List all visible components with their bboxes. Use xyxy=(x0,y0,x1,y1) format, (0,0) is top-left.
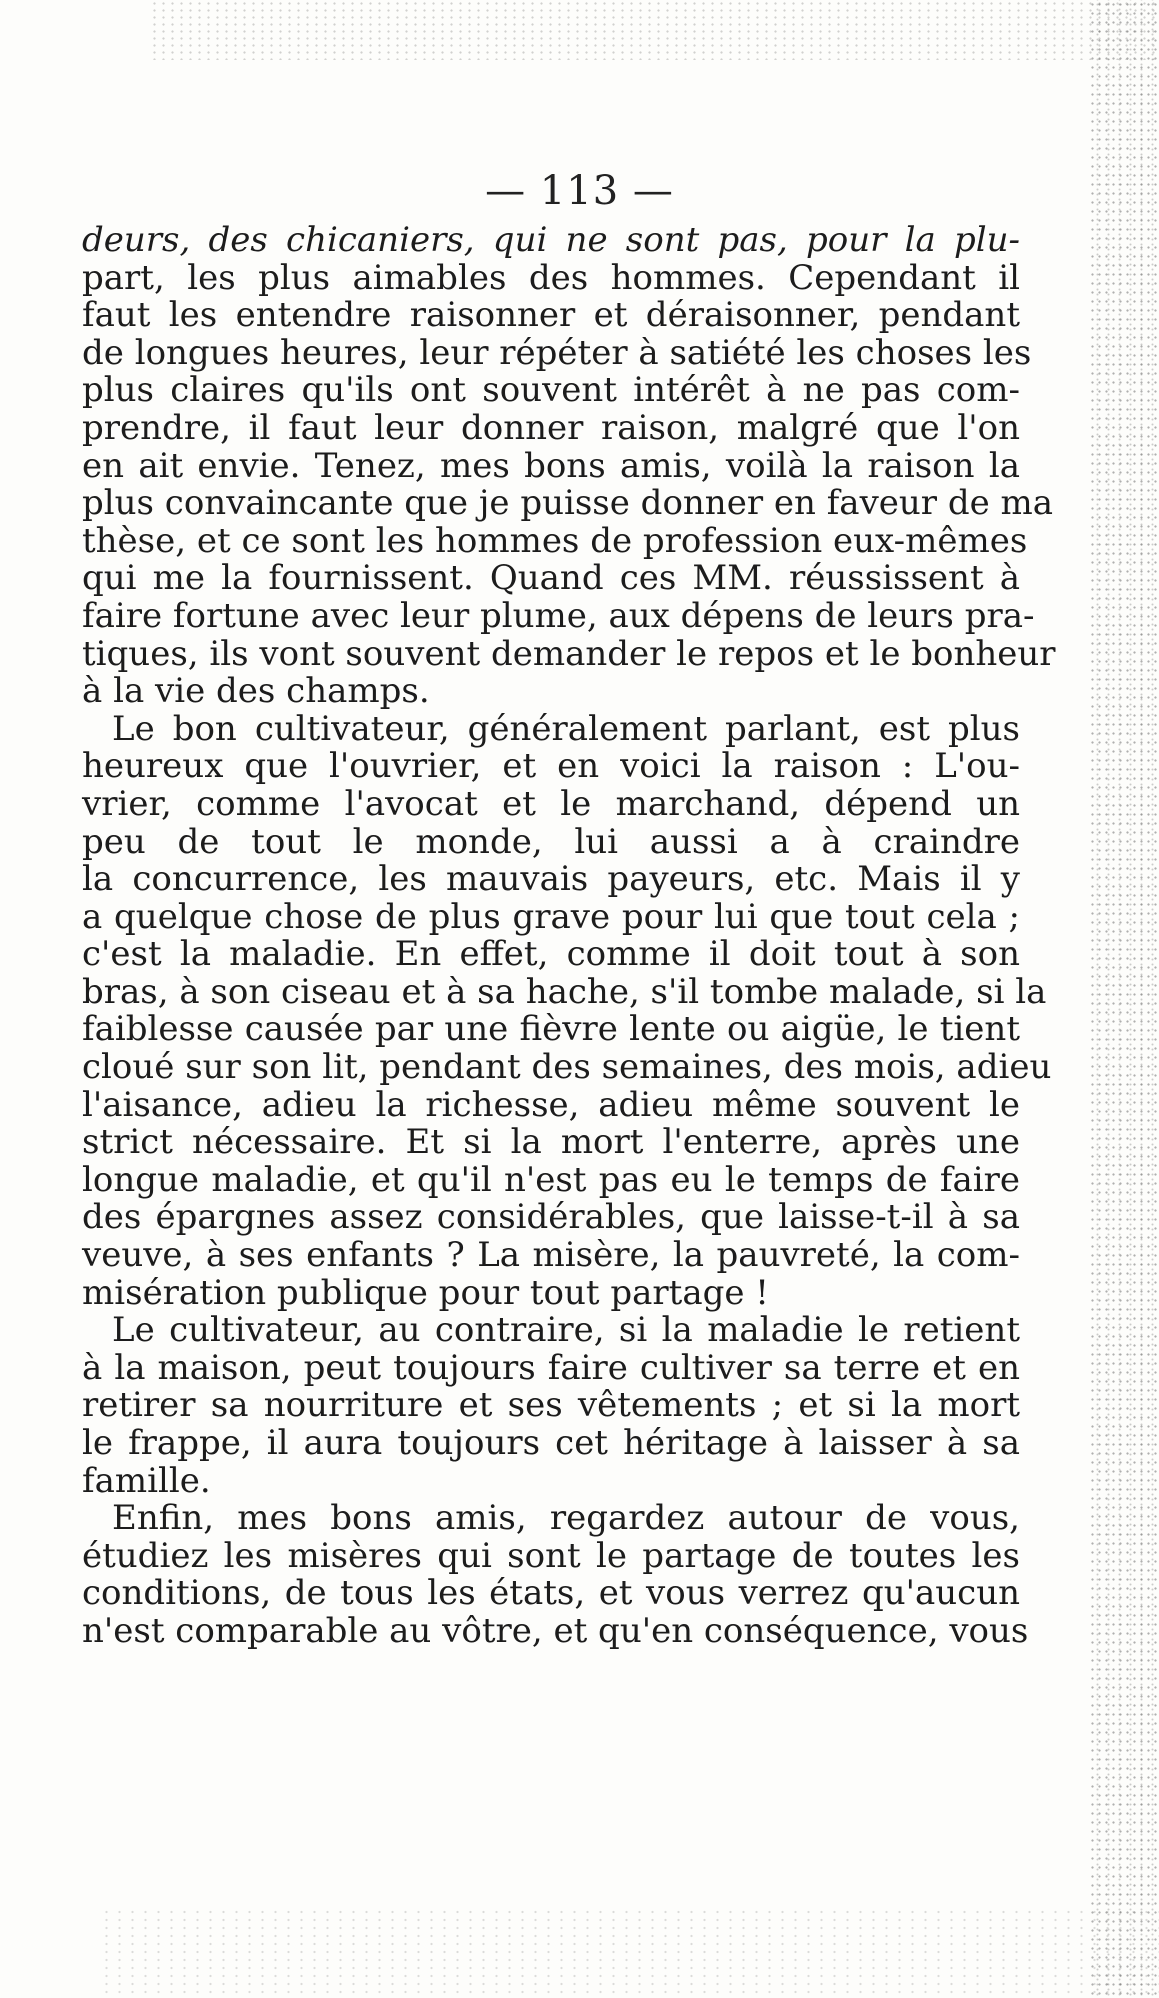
text-line: tiques, ils vont souvent demander le repos et le bonheur xyxy=(82,633,1056,674)
text-line: Le cultivateur, au contraire, si la maladie le retient xyxy=(112,1310,1020,1351)
text-line: cloué sur son lit, pendant des semaines, des mois, adieu xyxy=(82,1047,1052,1088)
text-line: strict nécessaire. Et si la mort l'enterre, après une xyxy=(82,1122,1020,1163)
text-line: c'est la maladie. En effet, comme il doit tout à son xyxy=(82,934,1020,975)
scan-noise-right xyxy=(1089,0,1159,1998)
text-line: faut les entendre raisonner et déraisonner, pendant xyxy=(82,295,1020,336)
scan-noise-bottom xyxy=(100,1908,1159,1998)
text-line: plus claires qu'ils ont souvent intérêt à ne pas com- xyxy=(82,370,1020,411)
text-line: bras, à son ciseau et à sa hache, s'il tombe malade, si la xyxy=(82,971,1047,1012)
text-line: Enfin, mes bons amis, regardez autour de vous, xyxy=(112,1498,1020,1539)
text-line: longue maladie, et qu'il n'est pas eu le temps de faire xyxy=(82,1159,1020,1200)
text-line: peu de tout le monde, lui aussi a à craindre xyxy=(82,821,1020,862)
text-line: plus convaincante que je puisse donner en faveur de ma xyxy=(82,483,1054,524)
text-line: thèse, et ce sont les hommes de profession eux-mêmes xyxy=(82,520,1028,561)
text-line: prendre, il faut leur donner raison, malgré que l'on xyxy=(82,407,1020,448)
text-line: étudiez les misères qui sont le partage de toutes les xyxy=(82,1535,1020,1576)
page-number: — 113 — xyxy=(485,168,674,214)
text-line: à la vie des champs. xyxy=(82,671,430,712)
text-line: misération publique pour tout partage ! xyxy=(82,1272,769,1313)
text-line: veuve, à ses enfants ? La misère, la pauvreté, la com- xyxy=(82,1235,1020,1276)
text-line: heureux que l'ouvrier, et en voici la raison : L'ou- xyxy=(82,746,1020,787)
text-line: famille. xyxy=(82,1460,211,1501)
text-line: à la maison, peut toujours faire cultiver sa terre et en xyxy=(82,1347,1020,1388)
text-line: deurs, des chicaniers, qui ne sont pas, pour la plu- xyxy=(82,220,1020,260)
text-line: faire fortune avec leur plume, aux dépens de leurs pra- xyxy=(82,595,1035,636)
text-line: l'aisance, adieu la richesse, adieu même souvent le xyxy=(82,1084,1020,1125)
text-line: vrier, comme l'avocat et le marchand, dépend un xyxy=(82,783,1020,824)
text-line: retirer sa nourriture et ses vêtements ; et si la mort xyxy=(82,1385,1020,1426)
text-line: conditions, de tous les états, et vous verrez qu'aucun xyxy=(82,1573,1020,1614)
text-line: n'est comparable au vôtre, et qu'en conséquence, vous xyxy=(82,1610,1029,1651)
text-line: a quelque chose de plus grave pour lui que tout cela ; xyxy=(82,896,1020,937)
text-line: le frappe, il aura toujours cet héritage à laisser à sa xyxy=(82,1423,1020,1463)
text-line: part, les plus aimables des hommes. Cependant il xyxy=(82,257,1020,298)
scan-noise-top xyxy=(150,0,1159,60)
text-line: faiblesse causée par une fièvre lente ou aigüe, le tient xyxy=(82,1009,1020,1050)
text-line: Le bon cultivateur, généralement parlant, est plus xyxy=(112,708,1020,749)
text-line: en ait envie. Tenez, mes bons amis, voilà la raison la xyxy=(82,445,1020,486)
text-line: des épargnes assez considérables, que laisse-t-il à sa xyxy=(82,1197,1020,1238)
body-text xyxy=(82,220,1056,1651)
text-line: qui me la fournissent. Quand ces MM. réussissent à xyxy=(82,558,1020,599)
text-line: la concurrence, les mauvais payeurs, etc. Mais il y xyxy=(82,859,1020,900)
text-line: de longues heures, leur répéter à satiété les choses les xyxy=(82,332,1032,373)
